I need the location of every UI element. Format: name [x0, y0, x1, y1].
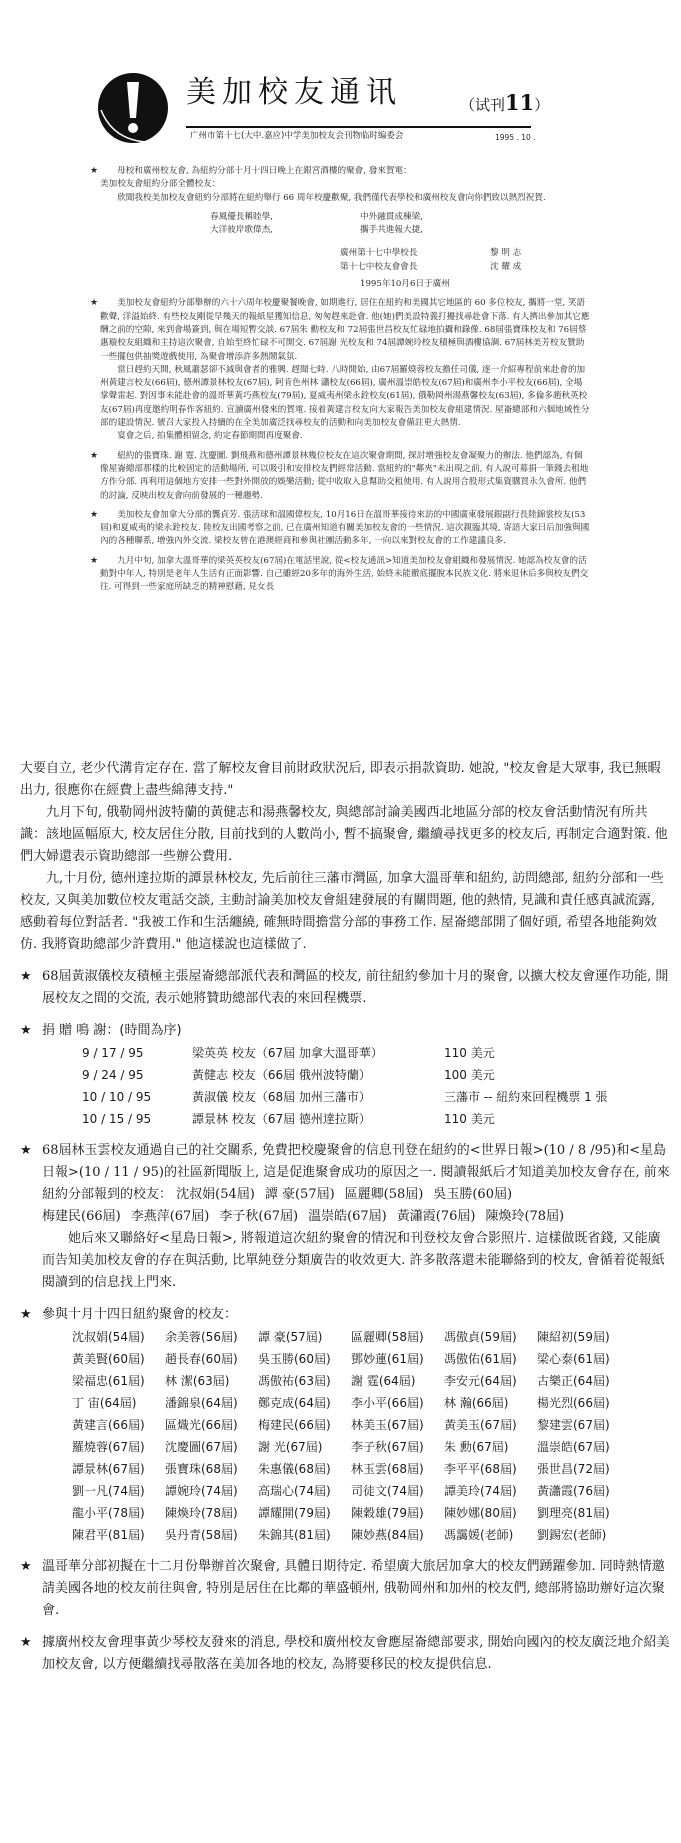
- attendee-name: 張寶珠(68屆): [165, 1462, 238, 1476]
- couplet-line: 大洋彼岸歌偉杰,: [210, 225, 273, 236]
- signer-name: 沈 耀 成: [490, 261, 522, 272]
- paragraph: 美加校友會加拿大分部的龔貞芳. 張活球和溫國偉校友, 10月16日在溫哥華接待來訪的中國廣東發展銀副行長陸錦裳校友(53屆)和夏威夷的梁永銓校友. 陸校友出國考察之前, 已在廣州知道有關美加校友會的一些情況. 這次親臨其境, 寄語大家日后加強與國內的各種聯系, 增強內外交流. 梁校友曾在港澳經商和參與社團活動多年, 一向以來對校友會的工作建議良多.: [100, 509, 590, 547]
- venue-discussion: [90, 450, 590, 503]
- attendee-name: 陳妙燕(84屆): [351, 1528, 424, 1542]
- congrats-greeting: 美加校友會紐約分部全體校友：: [100, 179, 221, 190]
- paragraph: 九月下旬, 俄勒岡州波特蘭的黃健志和湯燕馨校友, 與總部討論美國西北地區分部的校友會活動情況有所共識：該地區幅原大, 校友居住分散, 目前找到的人數尚小, 暫不搞聚會, 繼續尋找更多的校友后, 再制定合適對策. 他們大婦還表示資助總部一些辦公費用.: [20, 805, 668, 864]
- couplet-line: 攜手共進報大捷,: [360, 225, 423, 236]
- list-item: 沈叔娟(54屆): [176, 1187, 255, 1202]
- attendee-name: 沈叔娟(54屆): [72, 1330, 145, 1344]
- attendee-name: 馮靄媛(老師): [444, 1528, 514, 1542]
- table-row: 9 / 17 / 95 梁英英 校友（67屆 加拿大溫哥華） 110 美元: [82, 1046, 495, 1060]
- attendee-name: 梁福忠(61屆): [72, 1374, 145, 1388]
- attendee-name: 譚景林(67屆): [72, 1462, 145, 1476]
- couplet: [210, 211, 590, 238]
- list-item: 溫崇皓(67屆): [308, 1209, 387, 1224]
- list-item: 陳煥玲(78屆): [485, 1209, 565, 1224]
- guangzhou-note: [20, 1632, 670, 1676]
- attendee-name: 劉理亮(81屆): [537, 1506, 610, 1520]
- paragraph: 溫哥華分部初擬在十二月份舉辦首次聚會, 具體日期待定. 希望廣大旅居加拿大的校友們踴躍參加. 同時熱情邀請美國各地的校友前往與會, 特別是居住在比鄰的華盛頓州, 俄勒岡州和加州的校友們, 總部將協助辦好這次聚會.: [42, 1559, 665, 1618]
- attendee-name: 黃美玉(67屆): [444, 1418, 517, 1432]
- attendee-name: 高瑞心(74屆): [258, 1484, 331, 1498]
- attendee-name: 馮傲祐(63屆): [258, 1374, 331, 1388]
- star-bullet-icon: ★: [90, 450, 99, 461]
- star-bullet-icon: ★: [90, 555, 99, 566]
- attendee-name: 馮傲貞(59屆): [444, 1330, 517, 1344]
- table-row: 10 / 10 / 95 黃淑儀 校友（68屆 加州三藩市） 三藩市 -- 紐約來回程機票 1 張: [82, 1090, 608, 1104]
- attendee-name: 林玉雲(68屆): [351, 1462, 424, 1476]
- star-bullet-icon: ★: [90, 509, 99, 520]
- star-bullet-icon: ★: [20, 1143, 32, 1158]
- vancouver-call: [90, 555, 590, 595]
- vancouver-plan: [20, 1556, 670, 1622]
- paragraph: 當日趕約天開, 秋風蕭瑟卻不減與會者的雅興. 趕聞七時. 八時開始, 由67屆羅燒蓉校友擔任司儀, 逐一介紹專程前來赴會的加州黃建言校友(66屆), 德州譚景林校友(67屆), 阿肯色州林 瀟校友(66屆), 廣州溫崇皓校友(67屆)和廣州李小平校友(66屆), 全場掌聲雷起. 對因事未能赴會的溫哥華黃巧燕校友(79屆), 夏威夷州梁永銓校友(61屆), 俄勒岡州湯燕馨校友(63屆), 多倫多趙秋英校友(67屆)再度邀約明春作客紐約. 宣讀廣州發來的賀電. 接着黃建言校友向大家報告美加校友會組建情況. 屋崙總部和六個地域性分部的建設情況. 號召大家投入持續的在全美加廣泛找尋校友的活動和向美加校友會備註更大熱情.: [100, 364, 590, 429]
- attendee-name: 鄭克成(64屆): [258, 1396, 331, 1410]
- attendee-name: 溫崇皓(67屆): [537, 1440, 610, 1454]
- attendee-name: 吳丹青(58屆): [165, 1528, 238, 1542]
- attendee-name: 趙長春(60屆): [165, 1352, 238, 1366]
- table-row: 9 / 24 / 95 黃健志 校友（66屆 俄州波特蘭） 100 美元: [82, 1068, 495, 1082]
- attendee-name: 黎建雲(67屆): [537, 1418, 610, 1432]
- sponsor-note: [20, 966, 670, 1010]
- attendee-name: 譚婉玲(74屆): [165, 1484, 238, 1498]
- paragraph: 宴會之后, 拍集體相留念, 約定春節期間再度聚會.: [117, 431, 303, 442]
- star-bullet-icon: ★: [20, 1023, 32, 1038]
- attendee-name: 丁 宙(64屆): [72, 1396, 137, 1410]
- star-bullet-icon: ★: [90, 166, 99, 176]
- attendee-name: 黃美賢(60屆): [72, 1352, 145, 1366]
- attendee-name: 區熾光(66屆): [165, 1418, 238, 1432]
- signer-title: 第十七中校友會會長: [340, 261, 418, 272]
- attendee-name: 陳煥玲(78屆): [165, 1506, 238, 1520]
- paragraph: 紐約的張寶珠. 謝 霆. 沈慶圖. 劉飛燕和德州譚景林幾位校友在這次聚會期間, 探討增強校友會凝聚力的辦法. 他們認為, 有個像屋崙總部那樣的比較固定的活動場所, 可以吸引和安排校友們經常活動. 當紐約的"鄰夾"未出現之前, 有人說可募捐一筆錢去租地方作分部. 再利用這個地方安排一些對外開放的娛樂活動; 從中收取入息幫助交租使用. 有人說用合股形式集資購買永久會所. 他們的討論, 反映出校友會向前發展的一種趨勢.: [100, 450, 589, 501]
- attendee-name: 李小平(66屆): [351, 1396, 424, 1410]
- attendee-name: 朱惠儀(68屆): [258, 1462, 331, 1476]
- paragraph: 大要自立, 老少代溝肯定存在. 當了解校友會目前財政狀況后, 即表示捐款資助. 她說, "校友會是大眾事, 我已無暇出力, 很應你在經費上盡些綿薄支持.": [20, 761, 661, 798]
- donations-block: [20, 1020, 670, 1130]
- attendees-block: [20, 1304, 670, 1546]
- star-bullet-icon: ★: [90, 298, 99, 309]
- attendee-name: 馮傲佑(61屆): [444, 1352, 517, 1366]
- attendee-name: 劉一凡(74屆): [72, 1484, 145, 1498]
- congrats-body: 欣聞我校美加校友會紐約分部將在紐約舉行 66 周年校慶歡聚, 我們僅代表學校和廣州校友會向你們致以熱烈祝賀.: [117, 192, 546, 203]
- attendee-name: 梅建民(66屆): [258, 1418, 331, 1432]
- attendee-name: 劉錫宏(老師): [537, 1528, 607, 1542]
- attendee-name: 譚 豪(57屆): [258, 1330, 323, 1344]
- attendee-name: 譚美玲(74屆): [444, 1484, 517, 1498]
- attendee-name: 鄧妙蓮(61屆): [351, 1352, 424, 1366]
- issue-label: （试刊11）: [460, 90, 550, 115]
- attendee-name: 吳玉勝(60屆): [258, 1352, 331, 1366]
- donations-heading: 捐 贈 鳴 謝：(時間為序): [42, 1023, 182, 1038]
- list-item: 吳玉勝(60屆): [433, 1187, 513, 1202]
- attendee-name: 李子秋(67屆): [351, 1440, 424, 1454]
- attendee-name: 謝 光(67屆): [258, 1440, 323, 1454]
- exclamation-logo-icon: [95, 70, 171, 146]
- attendee-name: 李安元(64屆): [444, 1374, 517, 1388]
- names-row: [42, 1206, 670, 1228]
- attendee-name: 譚耀開(79屆): [258, 1506, 331, 1520]
- congrats-block: [90, 165, 590, 291]
- signature-date: 1995年10月6日于廣州: [360, 279, 450, 290]
- attendee-name: 謝 霆(64屆): [351, 1374, 416, 1388]
- attendee-name: 羅燒蓉(67屆): [72, 1440, 145, 1454]
- signer-title: 廣州第十七中學校長: [340, 248, 418, 259]
- paragraph: 九月中旬, 加拿大溫哥華的梁英英校友(67屆)在電話里說, 從<校友通訊>知道美加校友會組織和發展情況. 她認為校友會的活動對中年人, 特別是老年人生活有正面影響. 自己雖經20多年的海外生活, 始終未能徹底擺脫本民族文化. 將來退休后多與校友們交往. 可得到一些家庭所缺乏的精神慰藉, 見女長: [100, 555, 589, 593]
- attendees-heading: 參與十月十四日紐約聚會的校友：: [42, 1307, 238, 1322]
- list-item: 李燕萍(67屆): [130, 1209, 210, 1224]
- attendee-name: 林 瀚(66屆): [444, 1396, 509, 1410]
- attendees-grid: [72, 1326, 670, 1546]
- attendee-name: 黃建言(66屆): [72, 1418, 145, 1432]
- lower-section: [20, 758, 670, 1676]
- star-bullet-icon: ★: [20, 1307, 32, 1322]
- attendee-name: 古樂正(64屆): [537, 1374, 610, 1388]
- attendee-name: 陳君平(81屆): [72, 1528, 145, 1542]
- masthead: [90, 70, 590, 165]
- paragraph: 她后來又聯絡好<星島日報>, 將報道這次紐約聚會的情況和刊登校友會合影照片. 這樣做既省錢, 又能廣而告知美加校友會的存在與活動, 比單純登分類廣告的收效更大. 許多散落還未能聯絡到的校友, 會循着從報紙閱讀到的信息找上門來.: [42, 1231, 665, 1290]
- congrats-intro: 母校和廣州校友會, 為紐約分部十月十四日晚上在銀宮酒樓的聚會, 發來賀電：: [117, 166, 412, 176]
- attendee-name: 陳穀雄(79屆): [351, 1506, 424, 1520]
- donations-table: [82, 1042, 608, 1130]
- masthead-rule: [186, 126, 531, 128]
- list-item: 李子秋(67屆): [219, 1209, 299, 1224]
- attendee-name: 楊光烈(66屆): [537, 1396, 610, 1410]
- paragraph: 據廣州校友會理事黃少琴校友發來的消息, 學校和廣州校友會應屋崙總部要求, 開始向國內的校友廣泛地介紹美加校友會, 以方便繼續找尋散落在美加各地的校友, 為將要移民的校友提供信息.: [42, 1635, 670, 1672]
- couplet-line: 中外融貫成棟梁,: [360, 211, 423, 222]
- attendee-name: 朱 勳(67屆): [444, 1440, 509, 1454]
- issue-date: 1995 . 10 .: [495, 133, 536, 142]
- upper-section: [90, 70, 590, 601]
- paragraph: 美加校友會紐約分部舉辦的六十六周年校慶聚餐晚會, 如期進行, 居住在紐約和美國其它地區的 60 多位校友, 攜將一堂, 笑語歡聲, 洋溢始終. 有些校友剛從早幾天的報紙星獲知信息, 匆匆趕來赴會. 他(她)們美設特義打擾找尋赴會下落. 有人擠出參加其它應酬之前的空隙, 來到會場簽到, 與在場短暫交談. 67屆朱 勳校友和 72屆張世昌校友忙碌地拍攝和錄像. 68屆張寶珠校友和 76屆蔡惠璇校友組織和主持這次聚會, 自始至終忙碌不可開交. 67屆謝 光校友和 74屆譚婉玲校友積極與酒樓協調. 67屆林美芳校友贊助一些擺包供抽獎遊戲使用, 為聚會增添許多熱鬧氣氛.: [100, 298, 590, 362]
- attendee-name: 區麗卿(58屆): [351, 1330, 424, 1344]
- list-item: 區麗卿(58屆): [344, 1187, 424, 1202]
- signer-name: 黎 明 志: [490, 248, 522, 259]
- couplet-line: 春風優長稱睦學,: [210, 211, 273, 222]
- newsletter-title: 美加校友通讯: [186, 75, 402, 110]
- attendee-name: 張世昌(72屆): [537, 1462, 610, 1476]
- attendee-name: 林美玉(67屆): [351, 1418, 424, 1432]
- list-item: 梅建民(66屆): [42, 1209, 121, 1224]
- paragraph: 九,十月份, 德州達拉斯的譚景林校友, 先后前往三藩市灣區, 加拿大溫哥華和紐約, 訪問總部, 紐約分部和一些校友, 又與美加數位校友電話交談, 主動討論美加校友會組建發展的有關問題, 他的熱情, 見識和責任感真誠流露, 感動着每位對話者. "我被工作和生活纏繞, 確無時間擔當分部的事務工作. 屋崙總部開了個好頭, 希望各地能夠效仿. 我將資助總部少許費用." 他這樣說也這樣做了.: [20, 871, 664, 952]
- list-item: 黃瀟霞(76屆): [396, 1209, 476, 1224]
- newspaper-block: [20, 1140, 670, 1294]
- publisher-line: 广州市第十七(大中.嘉应)中学美加校友会刊物临时编委会: [190, 131, 404, 141]
- attendee-name: 陳妙娜(80屆): [444, 1506, 517, 1520]
- reunion-report: [90, 297, 590, 443]
- attendee-name: 梁心泰(61屆): [537, 1352, 610, 1366]
- attendee-name: 龍小平(78屆): [72, 1506, 145, 1520]
- paragraph: 68屆林玉雲校友通過自己的社交關系, 免費把校慶聚會的信息刊登在紐約的<世界日報>(10 / 8 /95)和<星島日報>(10 / 11 / 95)的社區新聞版上, 這是促進聚會成功的原因之一. 閱讀報紙后才知道美加校友會存在, 前來紐約分部報到的校友： 沈叔娟(54屆) 譚 豪(57屆) 區麗卿(58屆) 吳玉勝(60屆): [42, 1143, 670, 1202]
- paragraph: 68屆黃淑儀校友積極主張屋崙總部派代表和灣區的校友, 前往紐約參加十月的聚會, 以擴大校友會運作功能, 開展校友之間的交流, 表示她將贊助總部代表的來回程機票.: [42, 969, 669, 1006]
- attendee-name: 朱錦其(81屆): [258, 1528, 331, 1542]
- table-row: 10 / 15 / 95 譚景林 校友（67屆 德州達拉斯） 110 美元: [82, 1112, 495, 1126]
- attendee-name: 林 潔(63屆): [165, 1374, 230, 1388]
- signatures: [340, 247, 590, 274]
- attendee-name: 陳紹初(59屆): [537, 1330, 610, 1344]
- star-bullet-icon: ★: [20, 1559, 32, 1574]
- canada-branch: [90, 509, 590, 549]
- star-bullet-icon: ★: [20, 969, 32, 984]
- attendee-name: 司徒文(74屆): [351, 1484, 424, 1498]
- attendee-name: 潘錦泉(64屆): [165, 1396, 238, 1410]
- list-item: 譚 豪(57屆): [264, 1187, 335, 1202]
- attendee-name: 黃瀟霞(76屆): [537, 1484, 610, 1498]
- attendee-name: 余美蓉(56屆): [165, 1330, 238, 1344]
- attendee-name: 沈慶圖(67屆): [165, 1440, 238, 1454]
- star-bullet-icon: ★: [20, 1635, 32, 1650]
- attendee-name: 李平平(68屆): [444, 1462, 517, 1476]
